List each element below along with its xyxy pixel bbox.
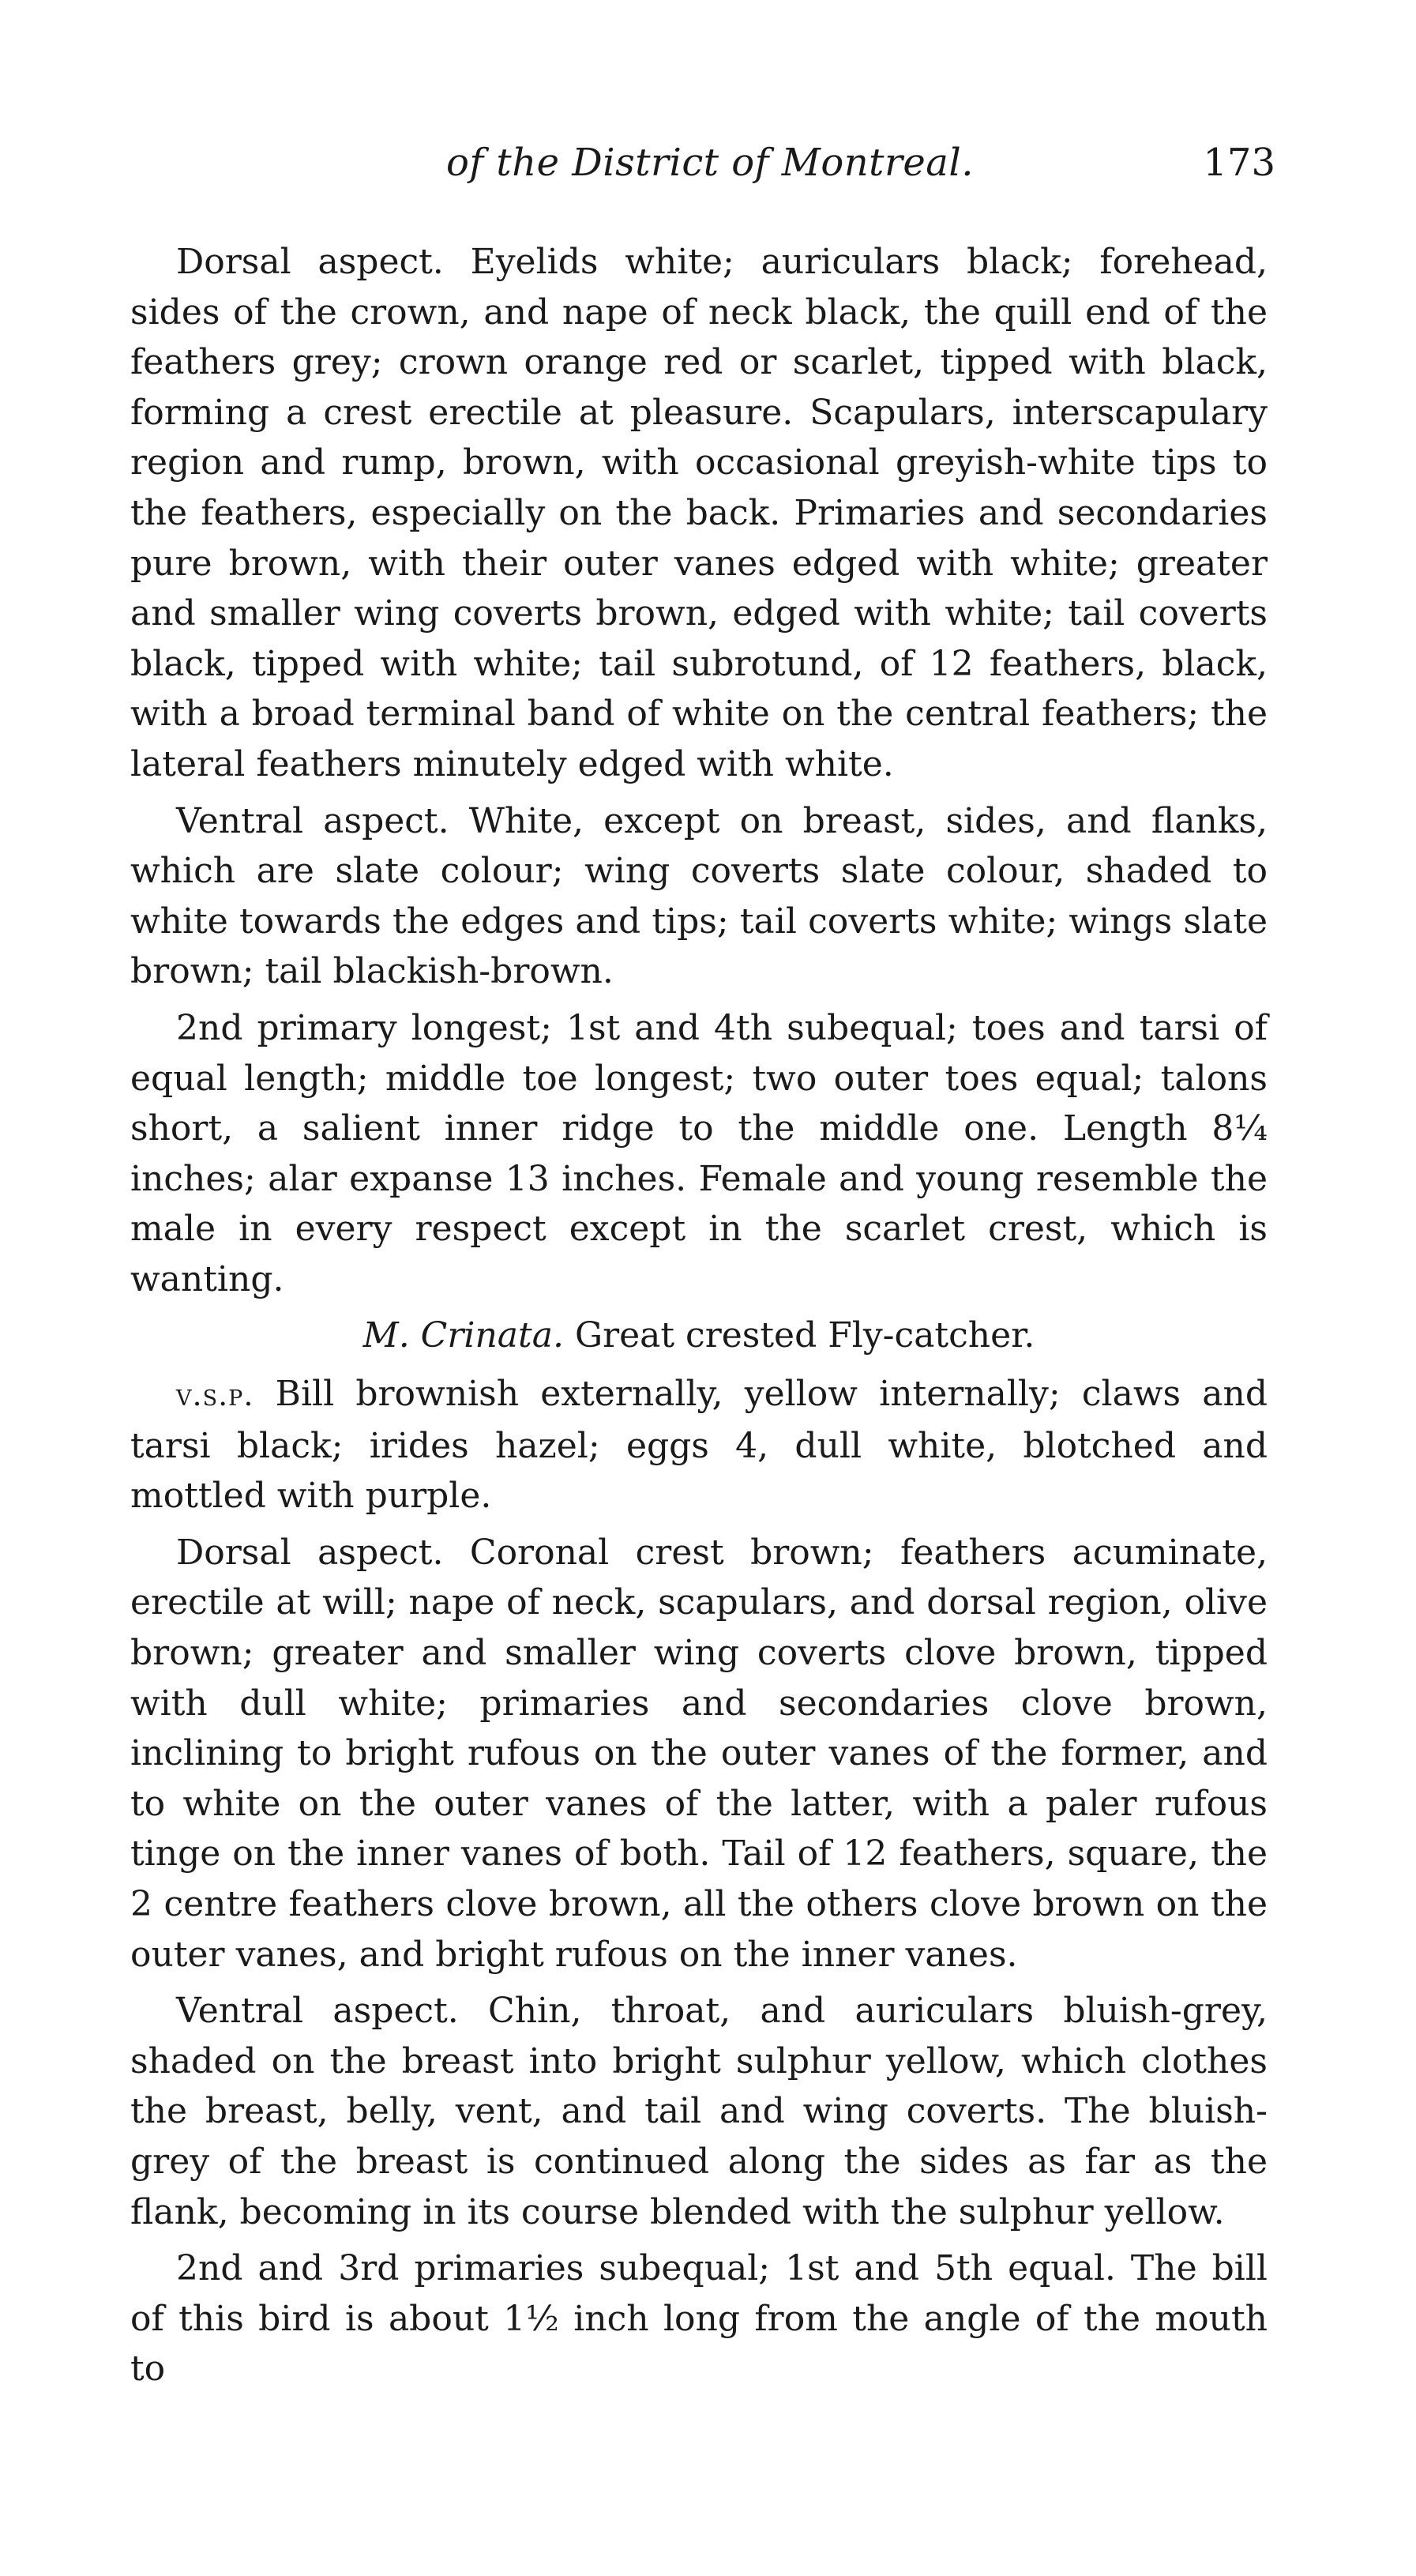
page-body xyxy=(130,237,1268,2401)
page-header xyxy=(446,141,1275,204)
page-number: 173 xyxy=(1203,141,1275,185)
paragraph-vsp xyxy=(130,1369,1268,1521)
species-latin-name: M. Crinata. xyxy=(362,1315,564,1356)
paragraph-ventral-aspect-1: Ventral aspect. White, except on breast, sides, and flanks, which are slate colour; wing coverts slate colour, shaded to white towards the edges and tips; tail coverts white; wings slate brown; tail blackish-brown. xyxy=(130,800,1268,992)
running-title: of the District of Montreal. xyxy=(446,141,975,185)
paragraph-dorsal-aspect-1: Dorsal aspect. Eyelids white; auriculars black; forehead, sides of the crown, and nape of neck black, the quill end of the feathers grey; crown orange red or scarlet, tipped with black, forming a crest erectile at pleasure. Scapulars, interscapulary region and rump, brown, with occasional greyish-white tips to the feathers, especially on the back. Primaries and secondaries pure brown, with their outer vanes edged with white; greater and smaller wing coverts brown, edged with white; tail coverts black, tipped with white; tail subrotund, of 12 feathers, black, with a broad terminal band of white on the central feathers; the lateral feathers minutely edged with white. xyxy=(130,242,1268,784)
vsp-text: Bill brownish externally, yellow internally; claws and tarsi black; irides hazel; eggs 4, dull white, blotched and mottled with purple. xyxy=(130,1374,1268,1517)
paragraph-ventral-aspect-2: Ventral aspect. Chin, throat, and auriculars bluish-grey, shaded on the breast into bright sulphur yellow, which clothes the breast, belly, vent, and tail and wing coverts. The bluish-grey of the breast is continued along the sides as far as the flank, becoming in its course blended with the sulphur yellow. xyxy=(130,1991,1268,2232)
paragraph-dorsal-aspect-2: Dorsal aspect. Coronal crest brown; feathers acuminate, erectile at will; nape of neck, scapulars, and dorsal region, olive brown; greater and smaller wing coverts clove brown, tipped with dull white; primaries and secondaries clove brown, inclining to bright rufous on the outer vanes of the former, and to white on the outer vanes of the latter, with a paler rufous tinge on the inner vanes of both. Tail of 12 feathers, square, the 2 centre feathers clove brown, all the others clove brown on the outer vanes, and bright rufous on the inner vanes. xyxy=(130,1532,1268,1975)
vsp-abbreviation: v.s.p. xyxy=(176,1378,254,1413)
paragraph-measurements-2: 2nd and 3rd primaries subequal; 1st and 5th equal. The bill of this bird is about 1½ inch long from the angle of the mouth to xyxy=(130,2248,1268,2390)
species-heading xyxy=(130,1311,1268,1361)
paragraph-measurements-1: 2nd primary longest; 1st and 4th subequal; toes and tarsi of equal length; middle toe longest; two outer toes equal; talons short, a salient inner ridge to the middle one. Length 8¼ inches; alar expanse 13 inches. Female and young resemble the male in every respect except in the scarlet crest, which is wanting. xyxy=(130,1007,1268,1299)
species-common-name: Great crested Fly-catcher. xyxy=(574,1315,1035,1356)
